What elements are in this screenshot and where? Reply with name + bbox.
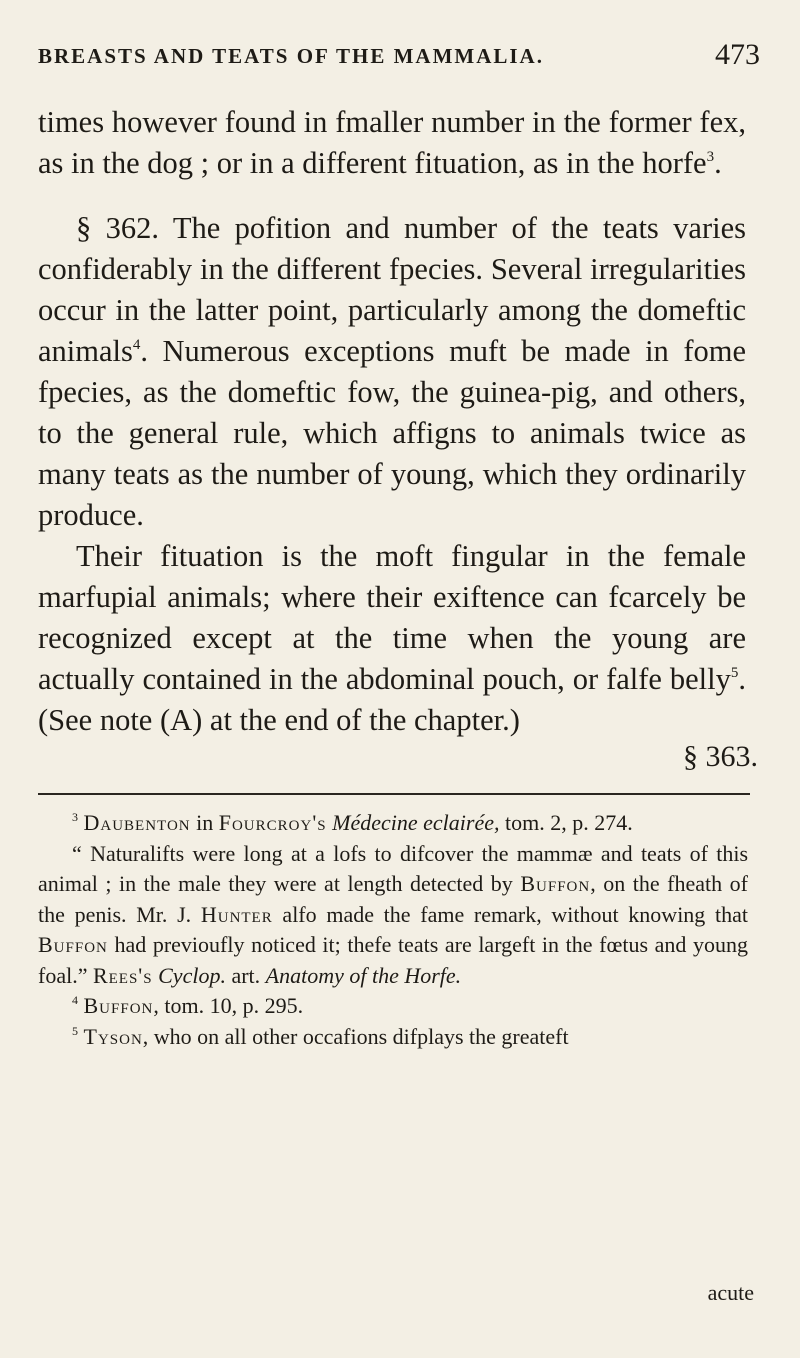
footnote-4-ref: , tom. 10, p. 295. xyxy=(153,993,304,1018)
footnote-3-ref: tom. 2, p. 274. xyxy=(499,810,633,835)
footnote-4-author: Buffon xyxy=(83,993,154,1018)
footnote-4-marker: 4 xyxy=(72,993,78,1007)
footnote-ref-4: 4 xyxy=(132,337,141,353)
paragraph-362 xyxy=(38,208,746,536)
main-text xyxy=(38,102,746,741)
quote-text-d: had previoufly noticed it; thefe teats are largeft in the fœtus and young foal.” xyxy=(38,932,748,988)
page-number: 473 xyxy=(715,38,760,71)
quote-name-buffon-2: Buffon xyxy=(38,932,108,957)
paragraph-marsupial-part2: . (See note (A) at the end of the chapter.) xyxy=(38,662,746,737)
footnote-3-in: in xyxy=(190,810,219,835)
footnotes xyxy=(38,808,748,1052)
paragraph-362-part1: § 362. The pofition and number of the teats varies confiderably in the different fpecies. Several irregularities occur in the latter point, particularly among the domeftic animals xyxy=(38,211,746,368)
paragraph-marsupial xyxy=(38,536,746,741)
footnote-5-author: Tyson xyxy=(83,1023,143,1049)
footnote-3-author: Daubenton xyxy=(83,810,191,835)
paragraph-362-part2: . Numerous exceptions muft be made in fome fpecies, as the domeftic fow, the guinea-pig, and others, to the general rule, which affigns to animals twice as many teats as the number of young, which they ordinarily produce. xyxy=(38,334,746,532)
footnote-ref-3: 3 xyxy=(706,149,715,165)
footnote-3-source-author: Fourcroy's xyxy=(218,810,327,835)
paragraph-1 xyxy=(38,102,746,184)
quote-source: Rees's xyxy=(92,962,153,988)
quote-name-hunter: Hunter xyxy=(200,901,273,927)
footnote-3 xyxy=(38,808,748,839)
footnote-3-work: Médecine eclairée, xyxy=(332,810,500,835)
footnote-ref-5: 5 xyxy=(730,665,739,681)
quote-name-buffon-1: Buffon xyxy=(520,871,591,896)
catchword: § 363. xyxy=(683,740,758,773)
footnote-3-marker: 3 xyxy=(72,810,78,824)
paragraph-marsupial-part1: Their fituation is the moft fingular in the female marfupial animals; where their exiftence can fcarcely be recognized except at the time when the young are actually contained in the abdominal pouch, or falfe belly xyxy=(38,539,746,696)
footnote-5-text: , who on all other occafions difplays the greateft xyxy=(142,1023,569,1049)
footnote-quote xyxy=(38,839,748,992)
footnote-5-marker: 5 xyxy=(72,1023,78,1038)
quote-text-c: alfo made the fame remark, without knowing that xyxy=(272,901,748,927)
quote-article: Anatomy of the Horfe. xyxy=(265,962,462,988)
quote-text-a: “ Naturalifts were long at a lofs to difcover the mammæ and teats of this animal ; in the male they were at length detected by xyxy=(38,840,748,896)
footnote-5 xyxy=(38,1022,748,1053)
paragraph-1-tail: . xyxy=(714,146,722,180)
quote-work: Cyclop. xyxy=(158,962,226,988)
running-title: BREASTS AND TEATS OF THE MAMMALIA. xyxy=(38,44,544,68)
footnote-4 xyxy=(38,991,748,1022)
footnote-rule xyxy=(38,793,750,795)
footnote-catchword: acute xyxy=(707,1280,754,1305)
paragraph-1-text: times however found in fmaller number in the former fex, as in the dog ; or in a different fituation, as in the horfe xyxy=(38,105,746,180)
quote-text-b: , on the fheath of the penis. Mr. J. xyxy=(38,871,748,927)
quote-art: art. xyxy=(225,962,266,988)
